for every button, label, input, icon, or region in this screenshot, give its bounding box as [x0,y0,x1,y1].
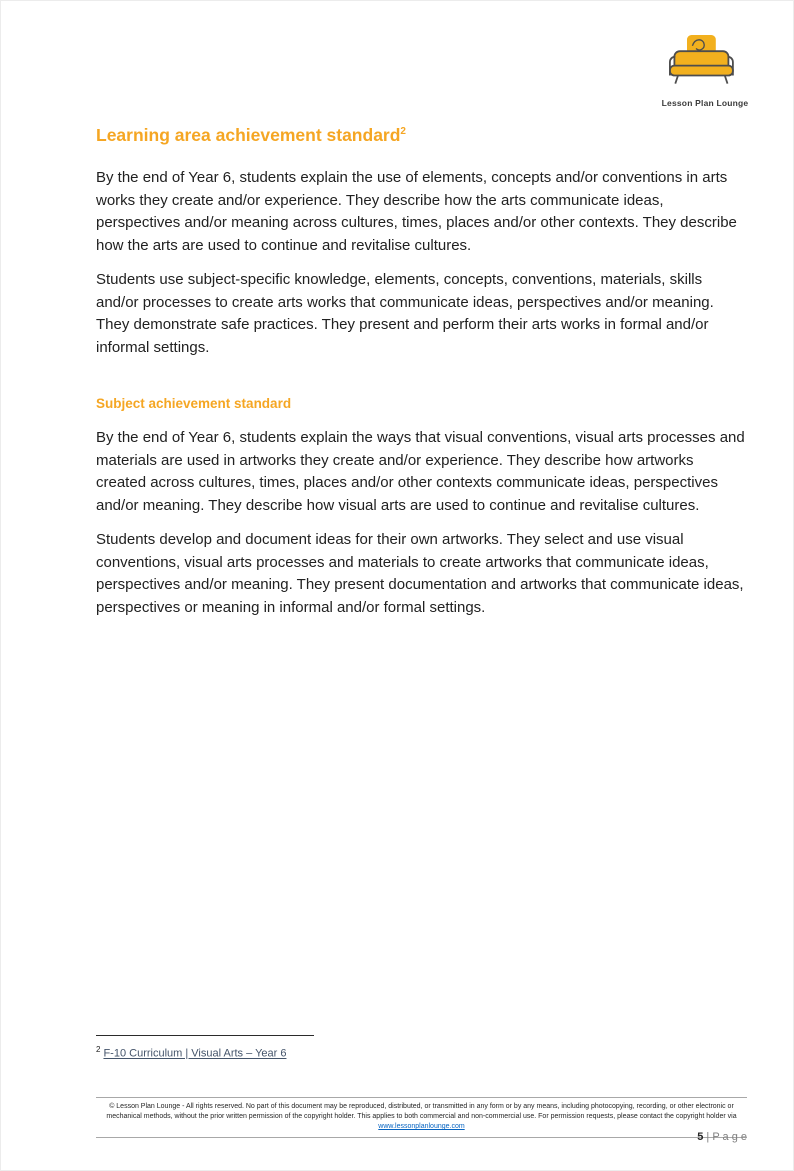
footnote-separator [96,1035,314,1036]
footnote [96,1045,747,1060]
paragraph: By the end of Year 6, students explain the ways that visual conventions, visual arts processes and materials are used in artworks they create and/or experience. They describe how artworks created across cultures, times, places and/or other contexts communicate ideas, perspectives and/or meaning. They describe how visual arts are used to continue and revitalise cultures. [96,429,745,514]
couch-logo-icon [660,33,750,91]
website-link[interactable]: www.lessonplanlounge.com [378,1123,465,1130]
paragraph: Students develop and document ideas for their own artworks. They select and use visual conventions, visual arts processes and materials to create artworks that communicate ideas, perspectives and/or meaning. They present documentation and artworks that communicate ideas, perspectives or meaning in informal and/or formal settings. [96,531,744,616]
footnote-curriculum-link[interactable]: F-10 Curriculum | Visual Arts – Year 6 [103,1047,287,1060]
brand-logo [657,33,753,108]
paragraph: By the end of Year 6, students explain the use of elements, concepts and/or conventions in arts works they create and/or experience. They describe how the arts communicate ideas, perspectives and/or meaning across cultures, times, places and/or other contexts. They describe how the arts are used to continue and revitalise cultures. [96,169,737,254]
footnote-marker: 2 [96,1045,101,1054]
document-body [96,125,747,631]
page-number-label: | P a g e [706,1131,747,1143]
page-title [96,125,747,146]
brand-name: Lesson Plan Lounge [661,98,749,108]
footnote-area [96,1035,747,1060]
paragraph: Students use subject-specific knowledge, elements, concepts, conventions, materials, skills and/or processes to create arts works that communicate ideas, perspectives and/or meaning. They demonstrate safe practices. They present and perform their arts works in formal and/or informal settings. [96,271,714,356]
copyright-text: © Lesson Plan Lounge - All rights reserved. No part of this document may be reproduced, distributed, or transmitted in any form or by any means, including photocopying, recording, or other electronic or mechanical methods, without the prior written permission of the copyright holder. This applies to both commercial and non-commercial use. For permission requests, please contact the copyright holder via [106,1103,737,1120]
section-subheading: Subject achievement standard [96,396,292,411]
page-number [697,1131,747,1143]
page-title-text: Learning area achievement standard [96,125,401,145]
page-footer [96,1097,747,1138]
page-number-value: 5 [697,1131,704,1143]
heading-footnote-marker: 2 [400,126,406,138]
